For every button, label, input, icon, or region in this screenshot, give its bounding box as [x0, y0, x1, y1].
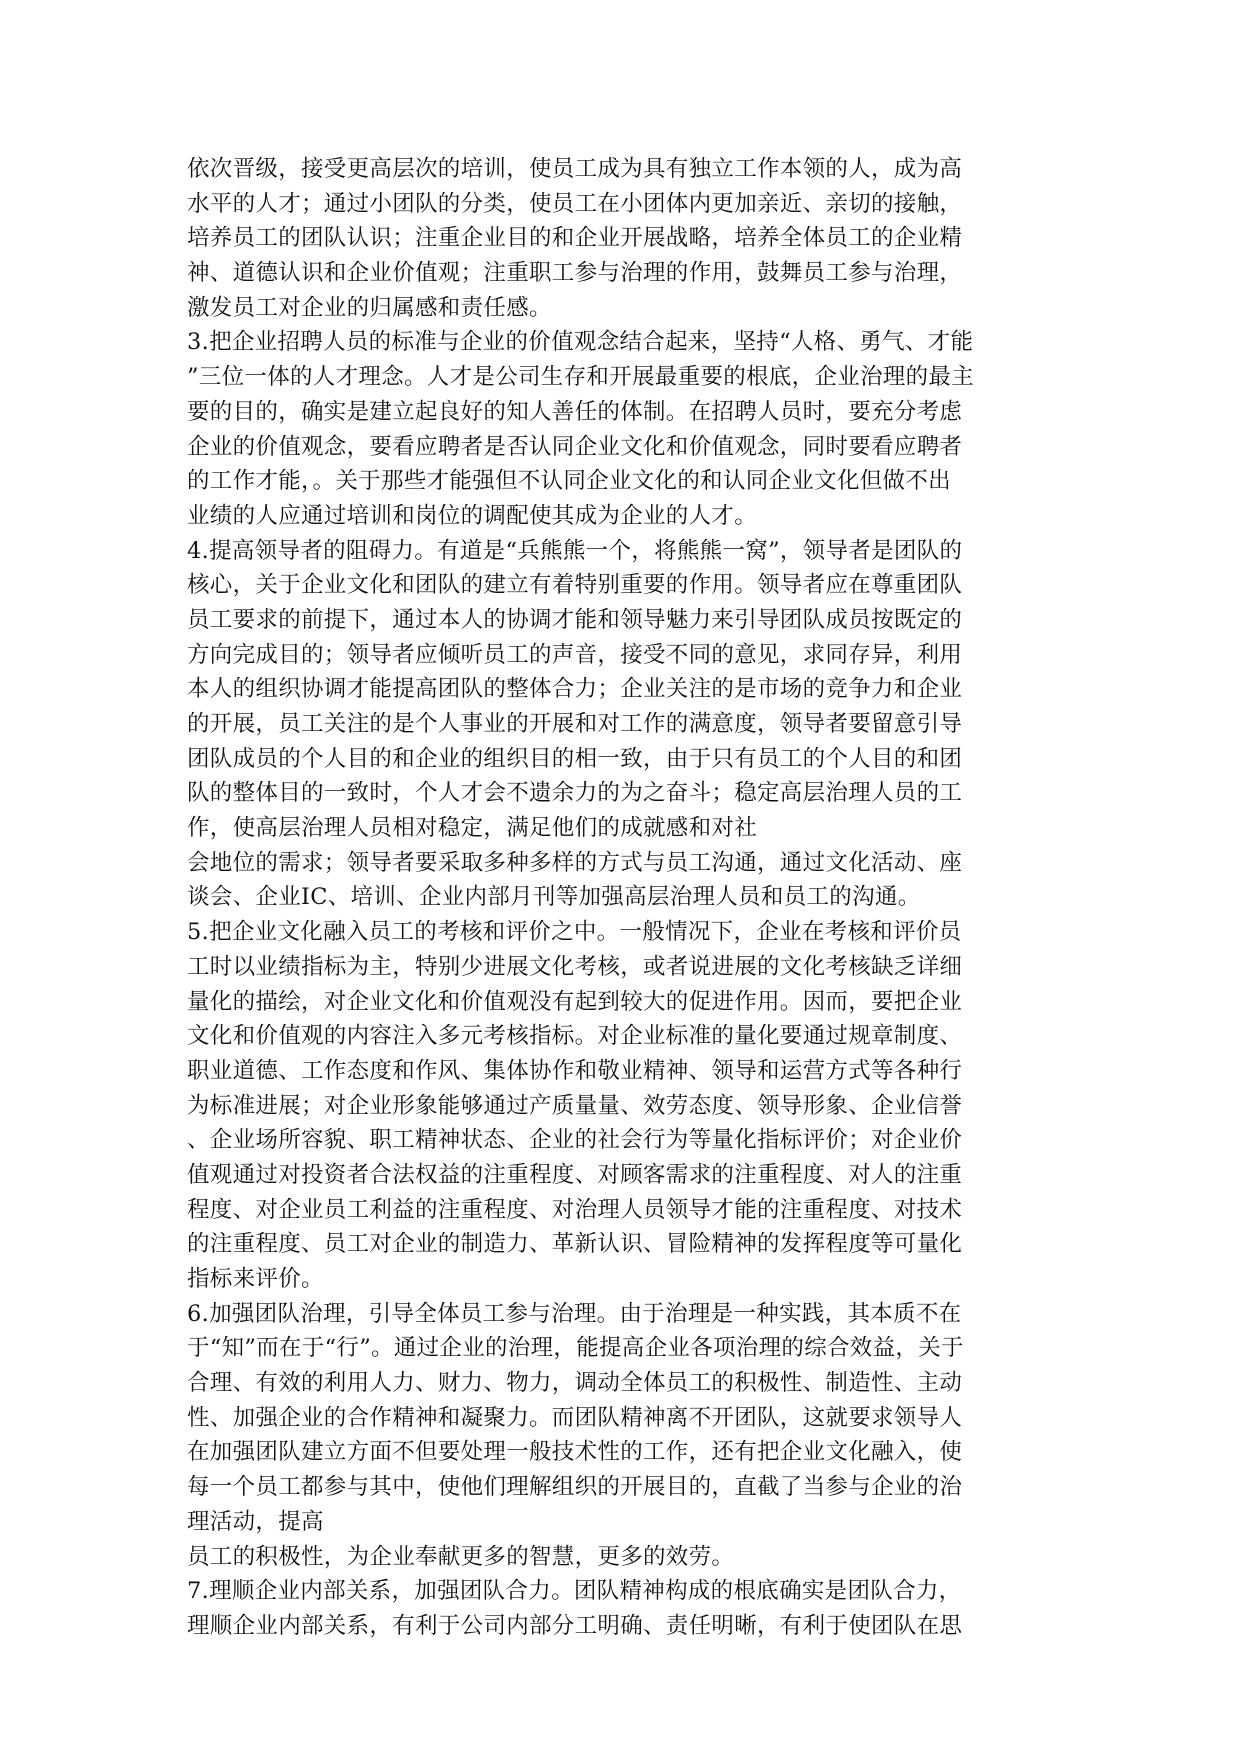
- text-line: 员工要求的前提下，通过本人的协调才能和领导魅力来引导团队成员按既定的: [187, 606, 963, 633]
- text-line: 企业的价值观念，要看应聘者是否认同企业文化和价值观念，同时要看应聘者: [187, 433, 963, 460]
- text-line: 5.把企业文化融入员工的考核和评价之中。一般情况下，企业在考核和评价员: [187, 919, 962, 946]
- text-line: 神、道德认识和企业价值观；注重职工参与治理的作用，鼓舞员工参与治理，: [187, 260, 963, 287]
- text-line: 于“知”而在于“行”。通过企业的治理，能提高企业各项治理的综合效益，关于: [187, 1335, 964, 1362]
- text-line: 方向完成目的；领导者应倾听员工的声音，接受不同的意见，求同存异，利用: [187, 641, 963, 668]
- text-line: 的工作才能，。关于那些才能强但不认同企业文化的和认同企业文化但做不出: [187, 468, 951, 495]
- text-line: 作，使高层治理人员相对稳定，满足他们的成就感和对社: [187, 815, 758, 842]
- text-line: 团队成员的个人目的和企业的组织目的相一致，由于只有员工的个人目的和团: [187, 745, 963, 772]
- text-line: 、企业场所容貌、职工精神状态、企业的社会行为等量化指标评价；对企业价: [187, 1127, 963, 1154]
- text-line: 7.理顺企业内部关系，加强团队合力。团队精神构成的根底确实是团队合力，: [187, 1578, 962, 1605]
- text-line: 3.把企业招聘人员的标准与企业的价值观念结合起来，坚持“人格、勇气、才能: [187, 329, 974, 356]
- text-line: 核心，关于企业文化和团队的建立有着特别重要的作用。领导者应在尊重团队: [187, 572, 963, 599]
- text-line: ”三位一体的人才理念。人才是公司生存和开展最重要的根底，企业治理的最主: [187, 364, 975, 391]
- text-line: 程度、对企业员工利益的注重程度、对治理人员领导才能的注重程度、对技术: [187, 1196, 963, 1223]
- text-line: 水平的人才；通过小团队的分类，使员工在小团体内更加亲近、亲切的接触，: [187, 190, 963, 217]
- text-line: 会地位的需求；领导者要采取多种多样的方式与员工沟通，通过文化活动、座: [187, 849, 963, 876]
- text-line: 本人的组织协调才能提高团队的整体合力；企业关注的是市场的竞争力和企业: [187, 676, 963, 703]
- text-line: 指标来评价。: [187, 1266, 324, 1292]
- text-line: 队的整体目的一致时，个人才会不遗余力的为之奋斗；稳定高层治理人员的工: [187, 780, 963, 807]
- text-line: 性、加强企业的合作精神和凝聚力。而团队精神离不开团队，这就要求领导人: [187, 1404, 963, 1431]
- text-line: 员工的积极性，为企业奉献更多的智慧，更多的效劳。: [187, 1543, 735, 1570]
- text-line: 职业道德、工作态度和作风、集体协作和敬业精神、领导和运营方式等各种行: [187, 1057, 963, 1084]
- text-line: 要的目的，确实是建立起良好的知人善任的体制。在招聘人员时，要充分考虑: [187, 398, 963, 425]
- text-line: 的注重程度、员工对企业的制造力、革新认识、冒险精神的发挥程度等可量化: [187, 1231, 963, 1258]
- text-line: 每一个员工都参与其中，使他们理解组织的开展目的，直截了当参与企业的治: [187, 1474, 963, 1501]
- text-line: 文化和价值观的内容注入多元考核指标。对企业标准的量化要通过规章制度、: [187, 1023, 963, 1050]
- text-line: 量化的描绘，对企业文化和价值观没有起到较大的促进作用。因而，要把企业: [187, 988, 963, 1015]
- text-line: 6.加强团队治理，引导全体员工参与治理。由于治理是一种实践，其本质不在: [187, 1300, 962, 1327]
- text-line: 的开展，员工关注的是个人事业的开展和对工作的满意度，领导者要留意引导: [187, 711, 963, 737]
- text-line: 合理、有效的利用人力、财力、物力，调动全体员工的积极性、制造性、主动: [187, 1370, 963, 1397]
- text-line: 为标准进展；对企业形象能够通过产质量量、效劳态度、领导形象、企业信誉: [187, 1092, 963, 1119]
- text-line: 值观通过对投资者合法权益的注重程度、对顾客需求的注重程度、对人的注重: [187, 1161, 963, 1188]
- text-line: 培养员工的团队认识；注重企业目的和企业开展战略，培养全体员工的企业精: [187, 225, 963, 252]
- text-line: 激发员工对企业的归属感和责任感。: [187, 294, 552, 321]
- text-line: 理顺企业内部关系，有利于公司内部分工明确、责任明晰，有利于使团队在思: [187, 1612, 963, 1639]
- text-line: 依次晋级，接受更高层次的培训，使员工成为具有独立工作本领的人，成为高: [187, 156, 963, 182]
- text-line: 工时以业绩指标为主，特别少进展文化考核，或者说进展的文化考核缺乏详细: [187, 953, 963, 980]
- text-line: 在加强团队建立方面不但要处理一般技术性的工作，还有把企业文化融入，使: [187, 1439, 963, 1466]
- text-line: 业绩的人应通过培训和岗位的调配使其成为企业的人才。: [187, 502, 758, 529]
- text-line: 谈会、企业IC、培训、企业内部月刊等加强高层治理人员和员工的沟通。: [187, 884, 921, 911]
- document-body-text: [187, 152, 1057, 1644]
- text-line: 理活动，提高: [187, 1508, 324, 1535]
- text-line: 4.提高领导者的阻碍力。有道是“兵熊熊一个，将熊熊一窝”，领导者是团队的: [187, 537, 963, 564]
